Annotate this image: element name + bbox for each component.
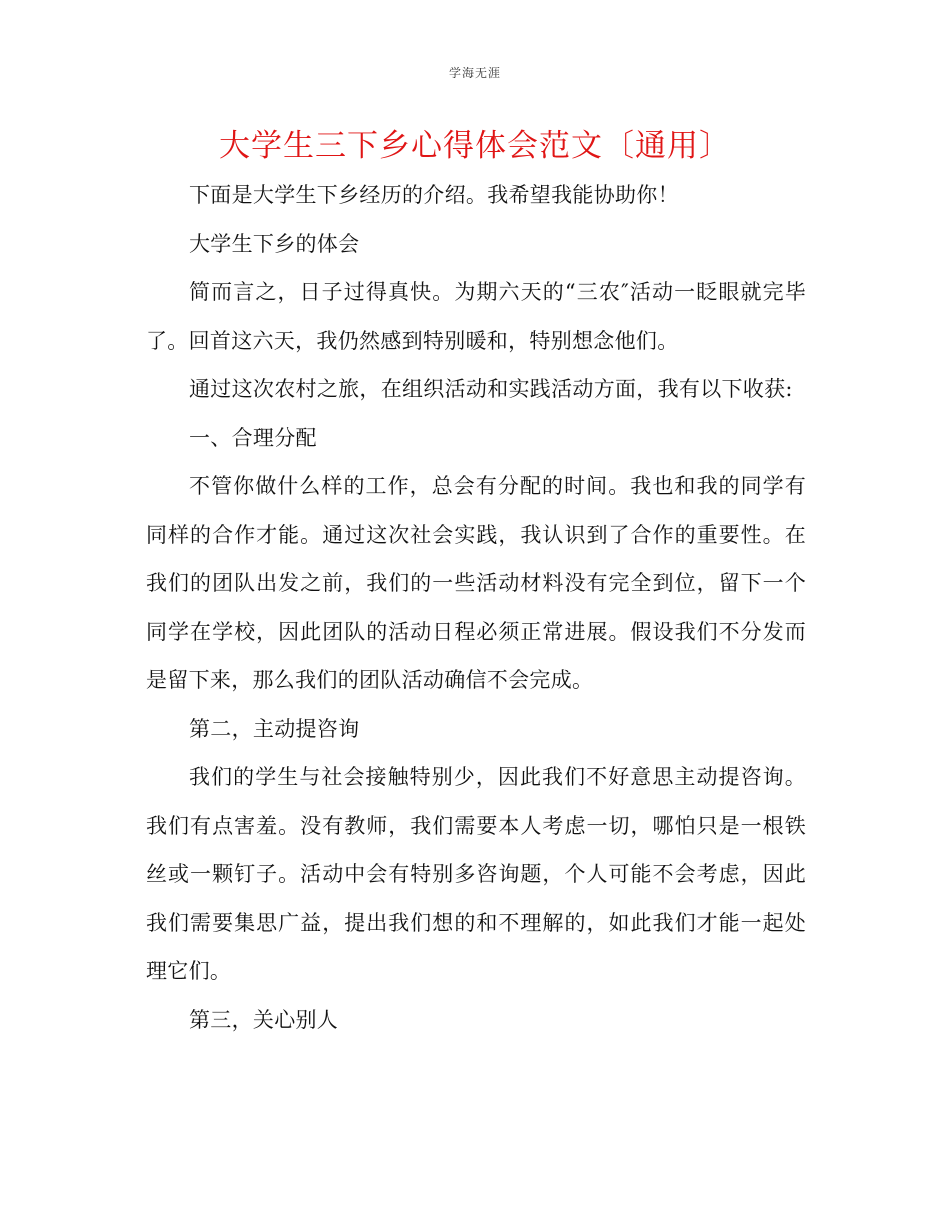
document-body (146, 171, 806, 1044)
section-heading-3: 第三，关心别人 (189, 1007, 339, 1032)
section-heading-2: 第二，主动提咨询 (189, 716, 360, 741)
paragraph-section-1: 不管你做什么样的工作，总会有分配的时间。我也和我的同学有同样的合作才能。通过这次社会实践，我认识到了合作的重要性。在我们的团队出发之前，我们的一些活动材料没有完全到位，留下一个同学在学校，因此团队的活动日程必须正常进展。假设我们不分发而是留下来，那么我们的团队活动确信不会完成。 (146, 474, 806, 692)
paragraph-subtitle: 大学生下乡的体会 (189, 231, 360, 256)
page-header: 学海无涯 (448, 66, 501, 80)
paragraph-summary: 简而言之，日子过得真快。为期六天的“三农″活动一眨眼就完毕了。回首这六天，我仍然感到特别暖和，特别想念他们。 (146, 280, 806, 353)
section-heading-1: 一、合理分配 (189, 425, 317, 450)
paragraph-intro: 下面是大学生下乡经历的介绍。我希望我能协助你！ (189, 183, 679, 207)
document-title: 大学生三下乡心得体会范文〔通用〕 (219, 128, 731, 164)
paragraph-section-2: 我们的学生与社会接触特别少，因此我们不好意思主动提咨询。我们有点害羞。没有教师，我们需要本人考虑一切，哪怕只是一根铁丝或一颗钉子。活动中会有特别多咨询题，个人可能不会考虑，因此我们需要集思广益，提出我们想的和不理解的，如此我们才能一起处理它们。 (146, 765, 806, 983)
paragraph-gains: 通过这次农村之旅，在组织活动和实践活动方面，我有以下收获: (189, 377, 793, 401)
